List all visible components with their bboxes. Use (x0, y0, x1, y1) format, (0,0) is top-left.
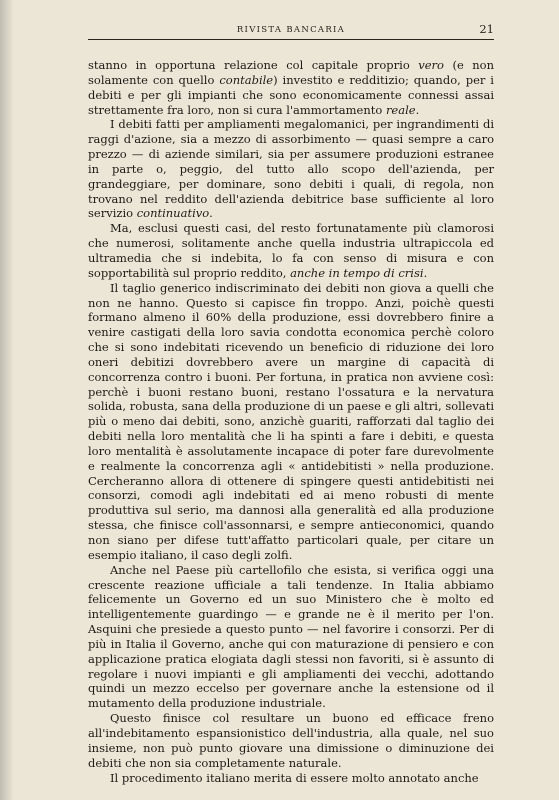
italic-run: reale (385, 102, 416, 117)
text-run: Questo finisce col resultare un buono ed efficace freno all'indebitamento espansionistico dell'industria, alla quale, nel suo insieme, non può punto giovare una dimissione o diminuzione dei debiti che non sia completamente naturale. (88, 711, 494, 770)
paragraph (88, 58, 494, 117)
page-number: 21 (479, 22, 494, 36)
text-run: ) investito e redditizio; quando, per i debiti e per gli impianti che sono economicamente connessi assai strettamente fra loro, non si cura l'ammortamento (88, 72, 494, 117)
italic-run: vero (418, 58, 444, 72)
paragraph (88, 563, 494, 711)
text-run: . (415, 102, 420, 117)
italic-run: anche in tempo di crisi (290, 265, 424, 280)
paragraph (88, 221, 494, 280)
text-run: Ma, esclusi questi casi, del resto fortunatamente più clamorosi che numerosi, solitamente anche quella industria ultrapiccola ed ultramedia che si indebita, lo fa con senso di misura e con sopportabilità sul proprio reddito, (88, 221, 494, 280)
page-header (88, 22, 494, 42)
paragraph (88, 281, 494, 563)
header-rule (88, 39, 494, 40)
page-edge-shadow (0, 0, 14, 800)
text-run: Anche nel Paese più cartellofilo che esista, si verifica oggi una crescente reazione ufficiale a tali tendenze. In Italia abbiamo felicemente un Governo ed un suo Ministero che è molto ed intelligentemente guardingo — e grande ne è il merito per l'on. Asquini che presiede a questo punto — nel favorire i consorzi. Per di più in Italia il Governo, anche qui con maturazione di pensiero e con applicazione pratica elogiata dagli stessi non favoriti, si è assunto di regolare i nuovi impianti e gli ampliamenti dei vecchi, adottando quindi un mezzo eccelso per governare anche la estensione od il mutamento della produzione industriale. (88, 562, 494, 711)
italic-run: contabile (219, 72, 274, 87)
text-run: Il taglio generico indiscriminato dei debiti non giova a quelli che non ne hanno. Questo si capisce fin troppo. Anzi, poichè questi formano almeno il 60% della produzione, essi dovrebbero finire a venire castigati della loro savia condotta economica perchè coloro che si sono indebitati ricevendo un beneficio di riduzione dei loro oneri debitizi dovrebbero avere un margine di capacità di concorrenza contro i buoni. Per fortuna, in pratica non avviene così: perchè i buoni restano buoni, restano l'ossatura e la nervatura solida, robusta, sana della produzione di un paese e gli altri, sollevati più o meno dai debiti, sono, anzichè guariti, rafforzati dal taglio dei debiti nella loro mentalità che li ha spinti a fare i debiti, e questa loro mentalità è assolutamente incapace di poter fare durevolmente e realmente la concorrenza agli « antidebitisti » nella produzione. Cercheranno allora di ottenere di spingere questi antidebitisti nei consorzi, comodi agli indebitati ed ai meno robusti di mente produttiva sul serio, ma dannosi alla generalità ed alla produzione stessa, che finisce coll'assonnarsi, e sempre antieconomici, quando non siano per difese tutt'affatto particolari quale, per citare un esempio italiano, il caso degli zolfi. (88, 280, 494, 562)
running-title: RIVISTA BANCARIA (236, 25, 346, 35)
text-run: . (209, 206, 213, 221)
text-run: stanno in opportuna relazione col capitale proprio (88, 58, 419, 72)
text-run: Il procedimento italiano merita di essere molto annotato anche (110, 770, 479, 785)
text-run: . (423, 265, 428, 280)
article-body (88, 58, 494, 785)
text-run: (e non solamente con quello (88, 58, 494, 87)
paragraph (88, 117, 494, 221)
paragraph (88, 771, 494, 786)
italic-run: continuativo (136, 206, 210, 221)
text-run: I debiti fatti per ampliamenti megalomanici, per ingrandimenti di raggi d'azione, sia a mezzo di assorbimento — quasi sempre a caro prezzo — di aziende similari, sia per assumere produzioni estranee in parte o, peggio, del tutto allo scopo dell'azienda, per grandeggiare, per dominare, sono debiti i quali, di regola, non trovano nel reddito dell'azienda debitrice base sufficiente al loro servizio (88, 117, 494, 221)
paragraph (88, 711, 494, 770)
